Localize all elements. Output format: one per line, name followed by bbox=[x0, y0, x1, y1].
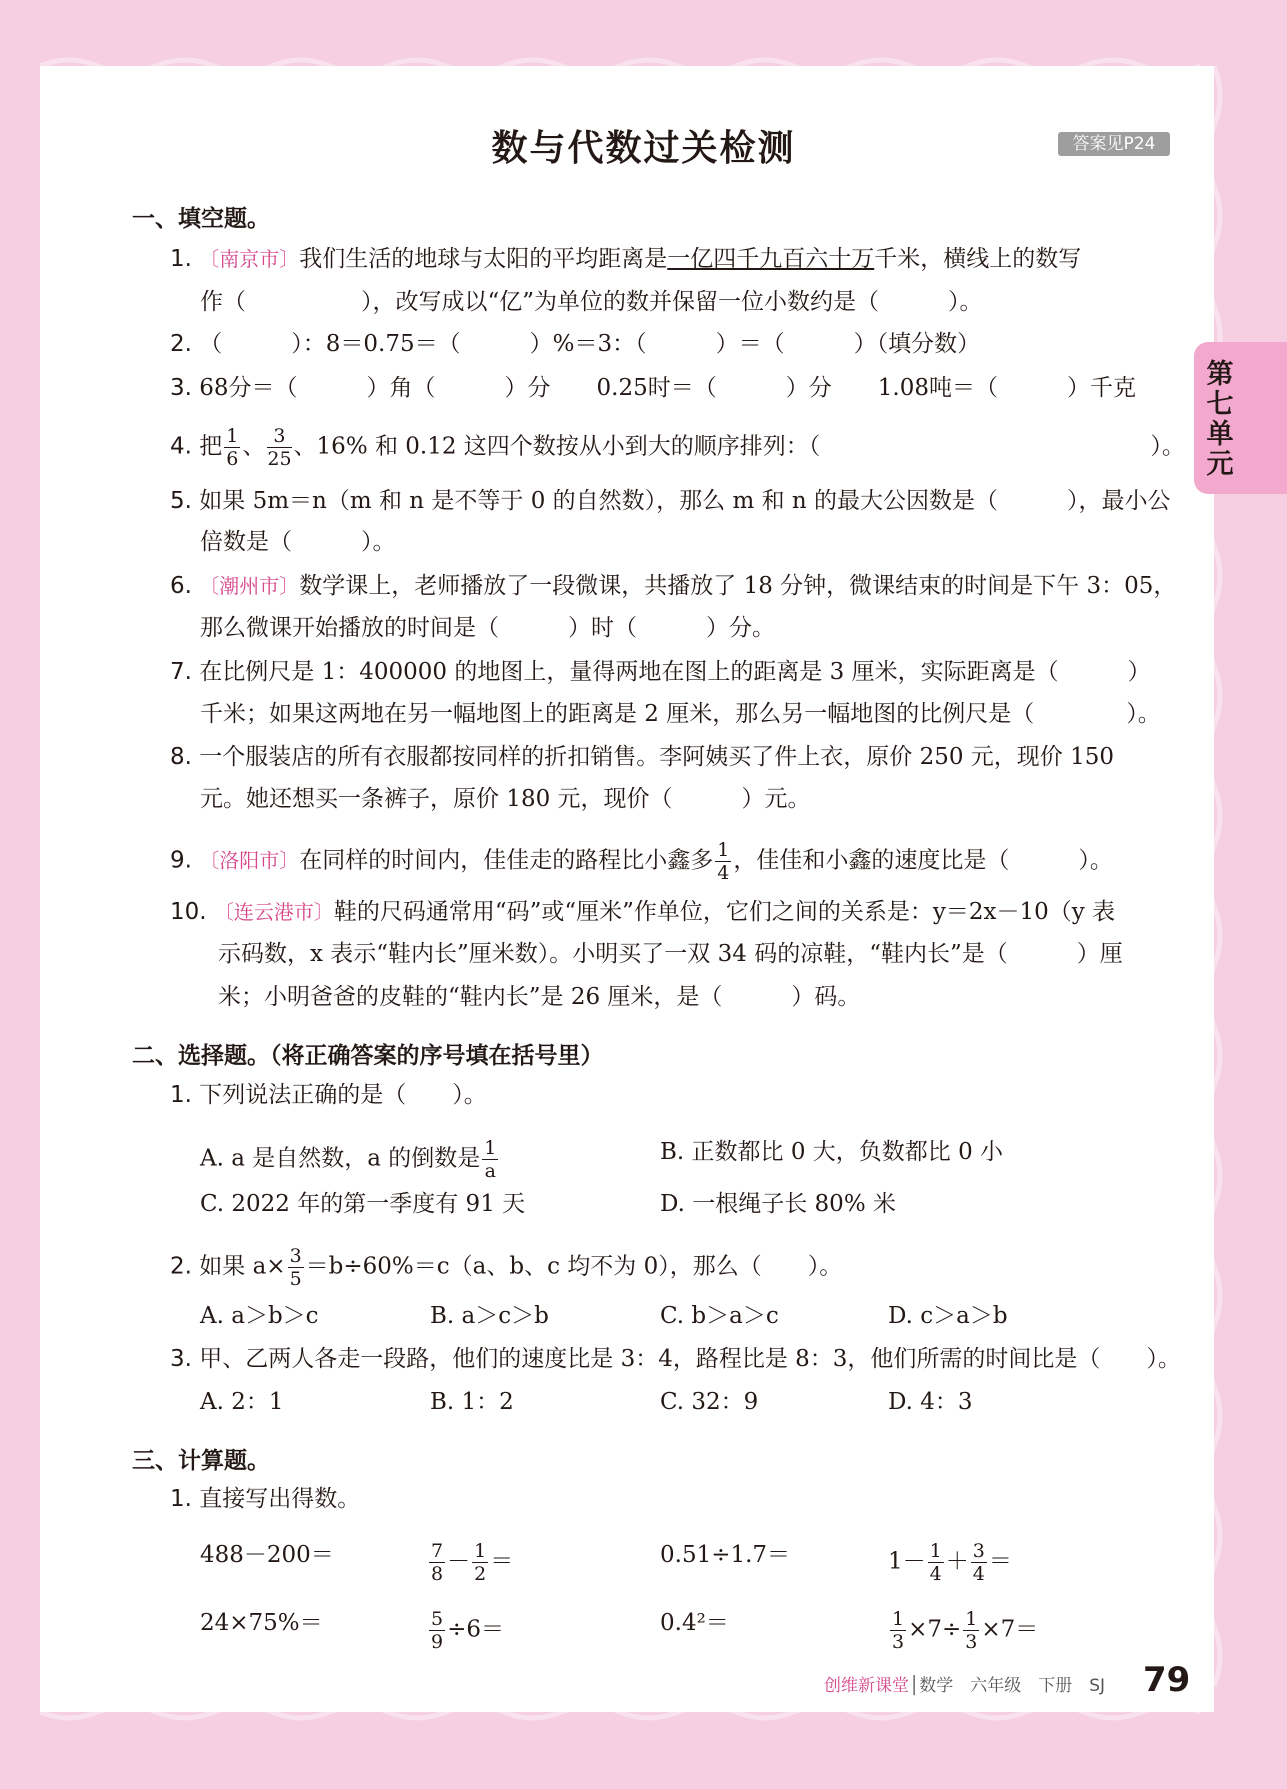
section-fill-blank-heading: 一、填空题。 bbox=[132, 206, 270, 232]
numerator: 7 bbox=[431, 1540, 444, 1562]
question-1-7 bbox=[170, 657, 1151, 687]
question-text: ）。 bbox=[1150, 433, 1185, 460]
question-1-1-line-2: 作（ ），改写成以“亿”为单位的数并保留一位小数约是（ ）。 bbox=[200, 289, 983, 315]
numerator: 3 bbox=[289, 1245, 302, 1267]
fraction bbox=[267, 425, 291, 470]
fraction bbox=[715, 839, 731, 884]
denominator: 9 bbox=[431, 1631, 444, 1653]
question-text: 如果 5m＝n（m 和 n 是不等于 0 的自然数），那么 m 和 n 的最大公因数是（ ），最小公 bbox=[199, 488, 1171, 514]
question-number: 4. bbox=[170, 433, 192, 460]
choice-question-2 bbox=[170, 1245, 842, 1290]
expression-part: ×7＝ bbox=[981, 1616, 1039, 1643]
question-1-1 bbox=[170, 244, 1081, 274]
expression-part: ×7÷ bbox=[908, 1616, 962, 1643]
denominator: 25 bbox=[267, 448, 292, 470]
expression-part: 1－ bbox=[888, 1548, 926, 1575]
calc-item bbox=[888, 1540, 1012, 1585]
question-1-4 bbox=[170, 425, 1185, 470]
page-title: 数与代数过关检测 bbox=[491, 128, 796, 169]
underlined-number: 一亿四千九百六十万 bbox=[667, 246, 875, 272]
numerator: 1 bbox=[484, 1137, 497, 1159]
choice-option-a[interactable]: A. a＞b＞c bbox=[200, 1303, 319, 1329]
equals: ＝ bbox=[490, 1548, 514, 1575]
denominator: 8 bbox=[431, 1563, 444, 1585]
denominator: 4 bbox=[717, 862, 730, 884]
question-text: 甲、乙两人各走一段路，他们的速度比是 3：4，路程比是 8：3，他们所需的时间比是（ ）。 bbox=[199, 1346, 1181, 1372]
numerator: 3 bbox=[267, 425, 291, 448]
question-text: 千米，横线上的数写 bbox=[874, 246, 1082, 272]
choice-question-1 bbox=[170, 1080, 487, 1110]
denominator: 5 bbox=[289, 1268, 302, 1290]
denominator: 3 bbox=[965, 1631, 978, 1653]
question-number: 1. bbox=[170, 1486, 192, 1512]
calc-item: 0.4²＝ bbox=[660, 1610, 729, 1636]
numerator: 1 bbox=[892, 1608, 905, 1630]
fraction bbox=[224, 425, 240, 470]
choice-option-c[interactable]: C. 2022 年的第一季度有 91 天 bbox=[200, 1191, 526, 1217]
question-text: 把 bbox=[199, 433, 223, 460]
region-tag: 〔南京市〕 bbox=[199, 247, 300, 271]
calc-item: 0.51÷1.7＝ bbox=[660, 1542, 791, 1568]
question-text: 下列说法正确的是（ ）。 bbox=[199, 1082, 487, 1108]
question-text: 如果 a× bbox=[199, 1253, 286, 1280]
denominator: 6 bbox=[226, 448, 239, 470]
fraction bbox=[429, 1608, 445, 1653]
question-1-3 bbox=[170, 373, 1136, 403]
choice-option-b[interactable]: B. a＞c＞b bbox=[430, 1303, 549, 1329]
option-text: A. a 是自然数，a 的倒数是 bbox=[200, 1145, 481, 1172]
question-1-6-line-2: 那么微课开始播放的时间是（ ）时（ ）分。 bbox=[200, 615, 775, 641]
question-1-10-line-3: 米；小明爸爸的皮鞋的“鞋内长”是 26 厘米，是（ ）码。 bbox=[218, 984, 861, 1010]
fraction bbox=[890, 1608, 906, 1653]
calc-item bbox=[427, 1608, 504, 1653]
question-1-10 bbox=[170, 897, 1115, 927]
choice-option-d[interactable]: D. 一根绳子长 80% 米 bbox=[660, 1191, 896, 1217]
calc-item bbox=[427, 1540, 513, 1585]
question-text: 、16% 和 0.12 这四个数按从小到大的顺序排列：（ bbox=[293, 433, 821, 460]
choice-option-a[interactable]: A. 2：1 bbox=[200, 1389, 284, 1415]
calc-item bbox=[888, 1608, 1038, 1653]
choice-option-c[interactable]: C. 32：9 bbox=[660, 1389, 759, 1415]
question-number: 3. bbox=[170, 375, 192, 401]
region-tag: 〔连云港市〕 bbox=[213, 900, 334, 924]
numerator: 1 bbox=[226, 425, 239, 447]
question-1-5 bbox=[170, 486, 1171, 516]
question-text: ＝b÷60%＝c（a、b、c 均不为 0），那么（ ）。 bbox=[305, 1253, 843, 1280]
equals: ＝ bbox=[988, 1548, 1012, 1575]
choice-option-c[interactable]: C. b＞a＞c bbox=[660, 1303, 779, 1329]
operator: ＋ bbox=[945, 1548, 969, 1575]
question-1-9 bbox=[170, 839, 1113, 884]
numerator: 1 bbox=[717, 839, 730, 861]
numerator: 1 bbox=[965, 1608, 978, 1630]
separator: 、 bbox=[242, 433, 266, 460]
page-number: 79 bbox=[1143, 1660, 1191, 1700]
numerator: 5 bbox=[431, 1608, 444, 1630]
denominator: 4 bbox=[929, 1563, 942, 1585]
calc-item: 24×75%＝ bbox=[200, 1610, 323, 1636]
question-number: 3. bbox=[170, 1346, 192, 1372]
question-text: ，佳佳和小鑫的速度比是（ ）。 bbox=[733, 847, 1113, 874]
choice-option-d[interactable]: D. c＞a＞b bbox=[888, 1303, 1008, 1329]
calc-item: 488－200＝ bbox=[200, 1542, 334, 1568]
numerator: 1 bbox=[474, 1540, 487, 1562]
question-1-7-line-2: 千米；如果这两地在另一幅地图上的距离是 2 厘米，那么另一幅地图的比例尺是（ ）。 bbox=[200, 701, 1161, 727]
question-number: 9. bbox=[170, 847, 192, 874]
section-calculation-heading: 三、计算题。 bbox=[132, 1448, 270, 1474]
question-text: 一个服装店的所有衣服都按同样的折扣销售。李阿姨买了件上衣，原价 250 元，现价 150 bbox=[199, 744, 1114, 770]
question-number: 10. bbox=[170, 899, 207, 925]
question-number: 8. bbox=[170, 744, 192, 770]
fraction bbox=[482, 1137, 498, 1182]
region-tag: 〔洛阳市〕 bbox=[199, 848, 300, 873]
calc-question-1 bbox=[170, 1484, 360, 1514]
question-1-8-line-2: 元。她还想买一条裤子，原价 180 元，现价（ ）元。 bbox=[200, 786, 811, 812]
question-1-8 bbox=[170, 742, 1114, 772]
fraction bbox=[429, 1540, 445, 1585]
choice-option-a[interactable] bbox=[200, 1137, 500, 1182]
footer-info: │数学 六年级 下册 SJ bbox=[909, 1676, 1106, 1696]
fraction bbox=[288, 1245, 304, 1290]
footer bbox=[824, 1671, 1105, 1696]
choice-option-b[interactable]: B. 1：2 bbox=[430, 1389, 514, 1415]
expression-part: ÷6＝ bbox=[447, 1616, 504, 1643]
denominator: 2 bbox=[474, 1563, 487, 1585]
question-text: 在比例尺是 1：400000 的地图上，量得两地在图上的距离是 3 厘米，实际距离是（ ） bbox=[199, 659, 1151, 685]
question-number: 2. bbox=[170, 1253, 192, 1280]
question-text: 68分＝（ ）角（ ）分 0.25时＝（ ）分 1.08吨＝（ ）千克 bbox=[199, 375, 1136, 401]
question-1-6 bbox=[170, 571, 1176, 601]
question-text: 直接写出得数。 bbox=[199, 1486, 361, 1512]
question-text: 我们生活的地球与太阳的平均距离是 bbox=[299, 246, 668, 272]
numerator: 1 bbox=[929, 1540, 942, 1562]
section-choice-heading: 二、选择题。（将正确答案的序号填在括号里） bbox=[132, 1043, 604, 1069]
question-text: （ ）：8＝0.75＝（ ）%＝3：（ ）＝（ ）（填分数） bbox=[199, 331, 981, 357]
denominator: 3 bbox=[892, 1631, 905, 1653]
unit-side-tab-label: 第七单元 bbox=[1206, 359, 1234, 480]
choice-option-d[interactable]: D. 4：3 bbox=[888, 1389, 973, 1415]
question-number: 5. bbox=[170, 488, 192, 514]
question-number: 1. bbox=[170, 246, 192, 272]
choice-question-3 bbox=[170, 1344, 1181, 1374]
region-tag: 〔潮州市〕 bbox=[199, 574, 300, 598]
operator: － bbox=[447, 1548, 471, 1575]
numerator: 3 bbox=[972, 1540, 985, 1562]
choice-option-b[interactable]: B. 正数都比 0 大，负数都比 0 小 bbox=[660, 1139, 1004, 1165]
fraction bbox=[963, 1608, 979, 1653]
question-text: 数学课上，老师播放了一段微课，共播放了 18 分钟，微课结束的时间是下午 3：05， bbox=[299, 573, 1177, 599]
question-number: 2. bbox=[170, 331, 192, 357]
answer-reference-badge: 答案见P24 bbox=[1058, 132, 1170, 156]
fraction bbox=[971, 1540, 987, 1585]
question-number: 1. bbox=[170, 1082, 192, 1108]
fraction bbox=[928, 1540, 944, 1585]
question-text: 鞋的尺码通常用“码”或“厘米”作单位，它们之间的关系是：y＝2x－10（y 表 bbox=[333, 899, 1116, 925]
fraction bbox=[472, 1540, 488, 1585]
denominator: a bbox=[484, 1160, 496, 1182]
question-text: 在同样的时间内，佳佳走的路程比小鑫多 bbox=[299, 847, 714, 874]
denominator: 4 bbox=[972, 1563, 985, 1585]
question-number: 6. bbox=[170, 573, 192, 599]
question-number: 7. bbox=[170, 659, 192, 685]
footer-brand: 创维新课堂 bbox=[824, 1676, 909, 1696]
question-1-5-line-2: 倍数是（ ）。 bbox=[200, 529, 396, 555]
question-1-2 bbox=[170, 329, 980, 359]
question-1-10-line-2: 示码数，x 表示“鞋内长”厘米数）。小明买了一双 34 码的凉鞋，“鞋内长”是（ ）厘 bbox=[218, 941, 1123, 967]
